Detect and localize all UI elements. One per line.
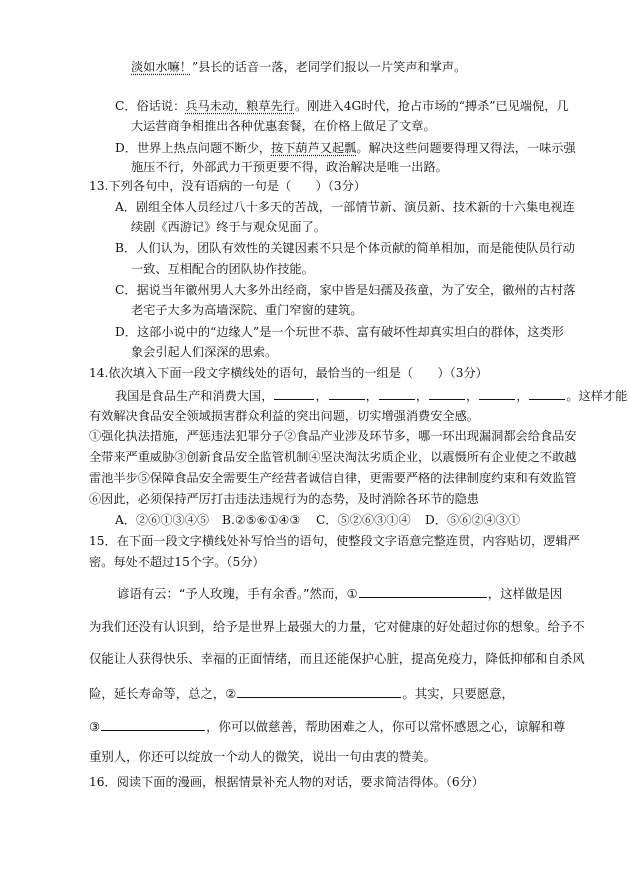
q13-option-d-line2: 象会引起人们深深的思索。 <box>131 345 278 359</box>
q13-option-b-line1: B．人们认为，团队有效性的关键因素不只是个体贡献的简单相加，而是能使队员行动 <box>115 241 575 255</box>
q15-passage-line3: 仅能让人获得快乐、幸福的正面情绪，而且还能保护心脏，提高免疫力，降低抑郁和自杀风 <box>89 651 585 666</box>
q12-tail-line: 淡如水嘛！”县长的话音一落，老同学们报以一片笑声和掌声。 <box>131 60 467 74</box>
q13-option-a-line1: A．剧组全体人员经过八十多天的苦战，一部情节新、演员新、技术新的十六集电视连 <box>115 200 575 214</box>
q16-stem: 16．阅读下面的漫画，根据情景补充人物的对话，要求简洁得体。（6分） <box>89 775 484 789</box>
blank-5 <box>479 387 515 400</box>
q12-option-d-line1: D．世界上热点问题不断少，按下葫芦又起瓢。解决这些问题要得理又得法，一味示强 <box>115 141 576 155</box>
q13-option-c-line1: C．据说当年徽州男人大多外出经商，家中皆是妇孺及孩童，为了安全，徽州的古村落 <box>115 283 576 297</box>
q15-stem-line2: 密。每处不超过15个字。（5分） <box>89 555 265 569</box>
q15-passage-line5: ③ ，你可以做慈善，帮助困难之人，你可以常怀感恩之心，谅解和尊 <box>89 719 566 734</box>
q15-passage-line2: 为我们还没有认识到，给予是世界上最强大的力量，它对健康的好处超过你的想象。给予不 <box>89 619 585 634</box>
q14-sentences-line2: 全带来严重威胁③创新食品安全监管机制④坚决淘汰劣质企业，以震慑所有企业使之不敢越 <box>89 450 577 464</box>
q13-stem: 13.下列各句中，没有语病的一句是（ ）（3分） <box>89 179 366 193</box>
q14-stem: 14.依次填入下面一段文字横线处的语句，最恰当的一组是（ ）（3分） <box>89 366 488 380</box>
q13-option-b-line2: 一致、互相配合的团队协作技能。 <box>131 262 314 276</box>
q13-option-d-line1: D．这部小说中的“边缘人”是一个玩世不恭、富有破坏性却真实坦白的群体，这类形 <box>115 325 564 339</box>
q15-passage-line6: 重别人，你还可以绽放一个动人的微笑，说出一句由衷的赞美。 <box>89 749 436 764</box>
q14-option-a: A．②⑥①③④⑤ <box>115 513 210 527</box>
q12-option-c-line2: 大运营商争相推出各种优惠套餐，在价格上做足了文章。 <box>131 119 436 133</box>
q12-option-c-line1: C．俗话说：兵马未动，粮草先行。刚进入4G时代，抢占市场的“搏杀”已见端倪，几 <box>115 99 569 113</box>
q14-sentences-line4: ⑥因此，必须保持严厉打击违法违规行为的态势，及时消除各环节的隐患 <box>89 492 479 506</box>
q15-passage-line4: 险，延长寿命等，总之，② 。其实，只要愿意， <box>89 686 514 701</box>
q14-option-d: D．⑤⑥②④③① <box>425 513 521 527</box>
q14-para-line2: 有效解决食品安全领域损害群众利益的突出问题，切实增强消费安全感。 <box>89 409 479 423</box>
q15-stem-line1: 15．在下面一段文字横线处补写恰当的语句，使整段文字语意完整连贯，内容贴切，逻辑严 <box>89 534 580 548</box>
blank-3 <box>379 387 415 400</box>
answer-blank-3[interactable] <box>101 718 205 731</box>
answer-blank-2[interactable] <box>237 685 401 698</box>
blank-1 <box>274 387 314 400</box>
blank-4 <box>429 387 465 400</box>
q14-sentences-line1: ①强化执法措施，严惩违法犯罪分子②食品产业涉及环节多，哪一环出现漏洞都会给食品安 <box>89 429 577 443</box>
q15-passage-line1: 谚语有云：“予人玫瑰，手有余香。”然而，① ，这样做是因 <box>117 586 563 601</box>
blank-6 <box>529 387 565 400</box>
q13-option-a-line2: 续剧《西游记》终于与观众见面了。 <box>131 220 326 234</box>
q12-option-d-line2: 施压不行，外部武力干预更要不得，政治解决是唯一出路。 <box>131 160 448 174</box>
q14-para-line1: 我国是食品生产和消费大国， ， ， ， ， ， 。这样才能 <box>115 389 628 403</box>
blank-2 <box>329 387 365 400</box>
q13-option-c-line2: 老宅子大多为高墙深院、重门窄窗的建筑。 <box>131 303 363 317</box>
q14-sentences-line3: 雷池半步⑤保障食品安全需要生产经营者诚信自律，更需要严格的法律制度约束和有效监管 <box>89 471 577 485</box>
q14-option-c: C．⑤②⑥③①④ <box>316 513 411 527</box>
answer-blank-1[interactable] <box>359 585 487 598</box>
q14-option-b: B.②⑤⑥①④③ <box>222 513 301 527</box>
